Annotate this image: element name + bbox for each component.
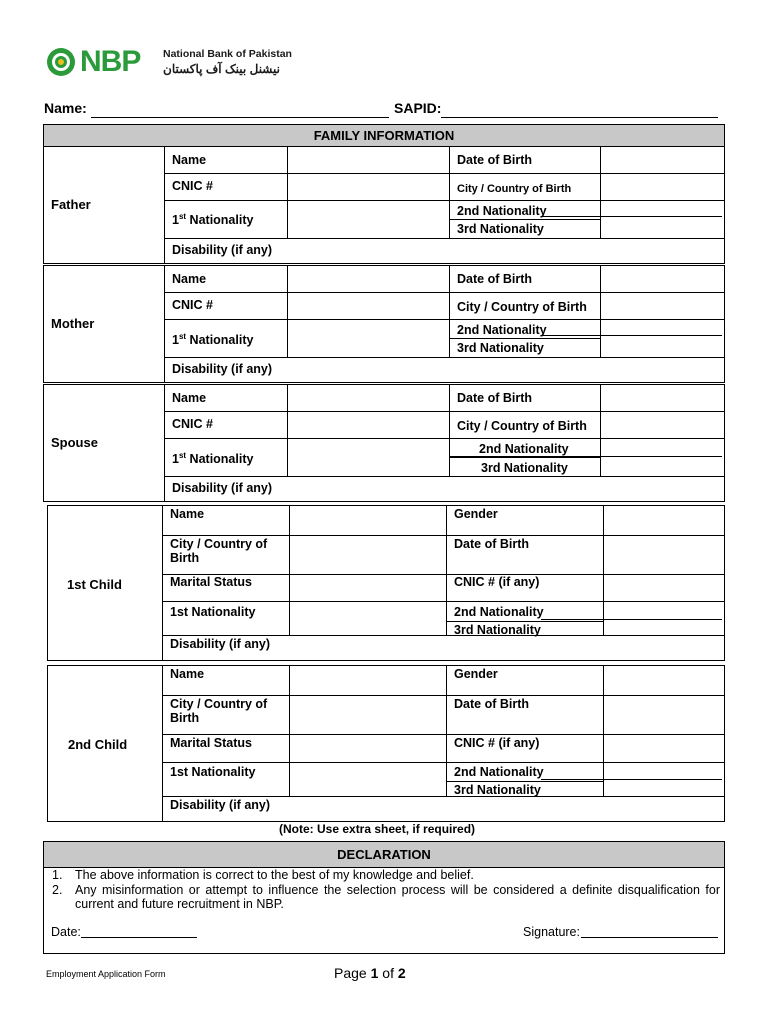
child2-second-nationality-label: 2nd Nationality [454, 765, 544, 779]
father-second-nationality-label: 2nd Nationality [457, 204, 547, 218]
spouse-disability-field[interactable] [288, 477, 724, 501]
form-name: Employment Application Form [46, 969, 166, 979]
father-dob-field[interactable] [601, 147, 724, 173]
name-field[interactable] [91, 117, 389, 118]
declaration-item: 1. The above information is correct to the best of my knowledge and belief. [52, 868, 474, 882]
child2-cnic-label: CNIC # (if any) [454, 736, 540, 750]
child1-dob-field[interactable] [604, 536, 724, 574]
child2-gender-label: Gender [454, 667, 498, 681]
father-cnic-field[interactable] [288, 174, 448, 200]
child1-cnic-label: CNIC # (if any) [454, 575, 540, 589]
sapid-field[interactable] [441, 117, 718, 118]
child2-marital-label: Marital Status [170, 736, 252, 750]
child2-disability-label: Disability (if any) [170, 798, 271, 812]
child1-other-nationality-field[interactable] [604, 602, 724, 635]
spouse-first-nationality-field[interactable] [288, 439, 448, 476]
mother-second-nationality-label: 2nd Nationality [457, 323, 547, 337]
mother-cnic-field[interactable] [288, 293, 448, 319]
spouse-label: Spouse [51, 435, 98, 450]
first-child-label: 1st Child [67, 577, 122, 592]
page-indicator: Page 1 of 2 [334, 965, 406, 981]
father-city-field[interactable] [601, 174, 724, 200]
child2-name-field[interactable] [290, 666, 445, 695]
sapid-label: SAPID: [394, 100, 442, 116]
spouse-disability-label: Disability (if any) [172, 481, 273, 495]
child1-city-label-line1: City / Country of [170, 537, 268, 551]
child1-dob-label: Date of Birth [454, 537, 529, 551]
bank-name-english: National Bank of Pakistan [163, 48, 292, 60]
mother-other-nationality-field[interactable] [601, 320, 724, 357]
mother-city-field[interactable] [601, 293, 724, 319]
declaration-header: DECLARATION [43, 841, 725, 868]
signature-field[interactable] [581, 937, 718, 938]
mother-cnic-label: CNIC # [172, 298, 213, 312]
child1-disability-label: Disability (if any) [170, 637, 271, 651]
child2-city-label-line1: City / Country of [170, 697, 268, 711]
child2-first-nationality-field[interactable] [290, 763, 445, 796]
child2-city-label-line2: Birth [170, 711, 200, 725]
child1-city-field[interactable] [290, 536, 445, 574]
signature-label: Signature: [523, 925, 580, 939]
father-dob-label: Date of Birth [457, 153, 532, 167]
mother-name-label: Name [172, 272, 207, 286]
child1-gender-field[interactable] [604, 506, 724, 535]
father-disability-field[interactable] [288, 239, 724, 263]
child1-second-nationality-label: 2nd Nationality [454, 605, 544, 619]
father-label: Father [51, 197, 91, 212]
extra-sheet-note: (Note: Use extra sheet, if required) [279, 822, 476, 836]
date-field[interactable] [81, 937, 197, 938]
spouse-other-nationality-field[interactable] [601, 439, 724, 476]
child1-name-field[interactable] [290, 506, 445, 535]
mother-third-nationality-label: 3rd Nationality [457, 341, 544, 355]
date-label: Date: [51, 925, 81, 939]
spouse-second-nationality-label: 2nd Nationality [479, 442, 569, 456]
child2-cnic-field[interactable] [604, 735, 724, 762]
child1-first-nationality-label: 1st Nationality [170, 605, 256, 619]
child1-city-label-line2: Birth [170, 551, 200, 565]
father-third-nationality-label: 3rd Nationality [457, 222, 544, 236]
child2-marital-field[interactable] [290, 735, 445, 762]
mother-dob-field[interactable] [601, 266, 724, 292]
child1-disability-field[interactable] [290, 636, 724, 660]
child2-third-nationality-label: 3rd Nationality [454, 783, 541, 797]
mother-disability-label: Disability (if any) [172, 362, 273, 376]
father-cnic-label: CNIC # [172, 179, 213, 193]
child2-other-nationality-field[interactable] [604, 763, 724, 796]
father-other-nationality-field[interactable] [601, 201, 724, 238]
spouse-dob-field[interactable] [601, 385, 724, 411]
nbp-logo [46, 44, 292, 82]
family-information-header: FAMILY INFORMATION [43, 124, 725, 147]
father-name-field[interactable] [288, 147, 448, 173]
child2-dob-field[interactable] [604, 696, 724, 734]
child1-first-nationality-field[interactable] [290, 602, 445, 635]
logo-brand: NBP [80, 45, 141, 78]
mother-first-nationality-label: 1st Nationality [172, 332, 254, 348]
spouse-city-field[interactable] [601, 412, 724, 438]
child1-marital-label: Marital Status [170, 575, 252, 589]
father-first-nationality-label: 1st Nationality [172, 212, 254, 228]
spouse-cnic-field[interactable] [288, 412, 448, 438]
child1-cnic-field[interactable] [604, 575, 724, 601]
father-first-nationality-field[interactable] [288, 201, 448, 238]
father-disability-label: Disability (if any) [172, 243, 273, 257]
spouse-third-nationality-label: 3rd Nationality [481, 461, 568, 475]
child1-third-nationality-label: 3rd Nationality [454, 623, 541, 637]
spouse-name-field[interactable] [288, 385, 448, 411]
bank-name-urdu: نیشنل بینک آف پاکستان [163, 62, 280, 76]
mother-label: Mother [51, 316, 95, 331]
child1-gender-label: Gender [454, 507, 498, 521]
declaration-item: 2. Any misinformation or attempt to influence the selection process will be considered a definite disqualification for current and future recruitment in NBP. [52, 883, 720, 911]
spouse-dob-label: Date of Birth [457, 391, 532, 405]
child1-name-label: Name [170, 507, 205, 521]
child2-city-field[interactable] [290, 696, 445, 734]
child2-disability-field[interactable] [290, 797, 724, 821]
child1-marital-field[interactable] [290, 575, 445, 601]
father-city-label: City / Country of Birth [457, 183, 572, 195]
second-child-label: 2nd Child [68, 737, 128, 752]
child2-dob-label: Date of Birth [454, 697, 529, 711]
mother-city-label: City / Country of Birth [457, 300, 587, 314]
spouse-cnic-label: CNIC # [172, 417, 213, 431]
mother-dob-label: Date of Birth [457, 272, 532, 286]
child2-name-label: Name [170, 667, 205, 681]
spouse-name-label: Name [172, 391, 207, 405]
child2-first-nationality-label: 1st Nationality [170, 765, 256, 779]
name-label: Name: [44, 100, 87, 116]
child2-gender-field[interactable] [604, 666, 724, 695]
mother-first-nationality-field[interactable] [288, 320, 448, 357]
mother-disability-field[interactable] [288, 358, 724, 382]
mother-name-field[interactable] [288, 266, 448, 292]
father-name-label: Name [172, 153, 207, 167]
spouse-first-nationality-label: 1st Nationality [172, 451, 254, 467]
spouse-city-label: City / Country of Birth [457, 419, 587, 433]
nbp-emblem-icon [46, 44, 76, 80]
